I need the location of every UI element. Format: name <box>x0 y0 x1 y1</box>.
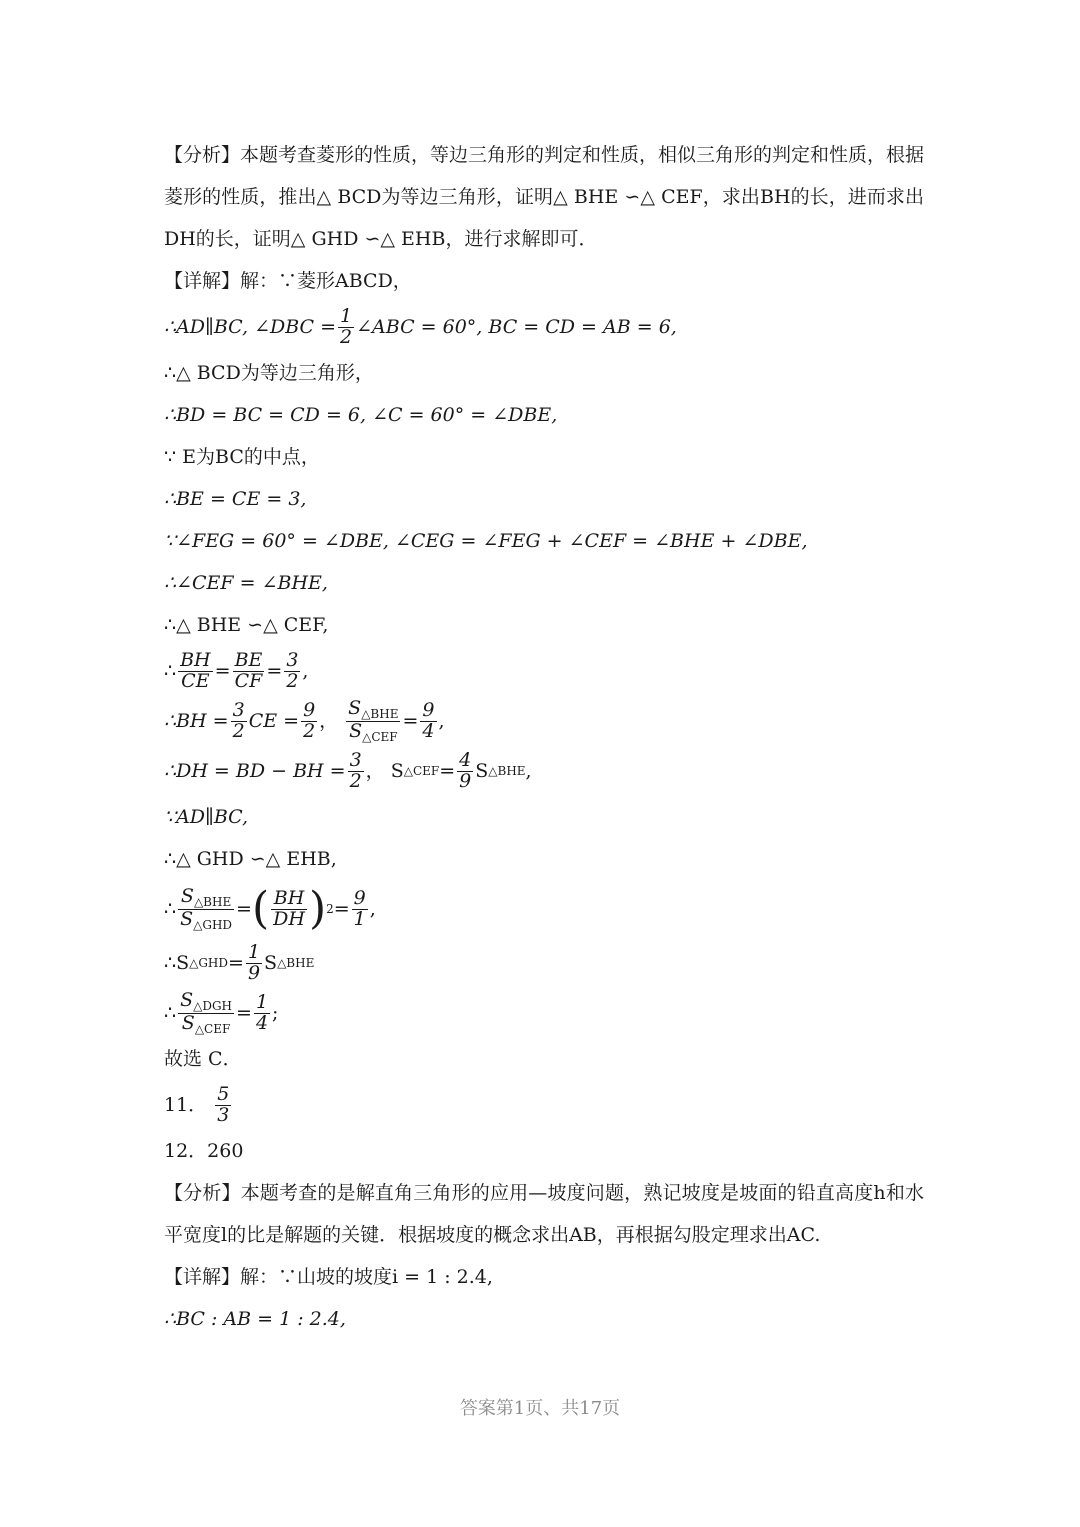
subscript: △GHD <box>189 956 229 970</box>
q10-line-12: ∵AD∥BC, <box>164 806 249 828</box>
fraction: $\frac{S_{\triangle BHE}}{S_{\triangle GHD}}$ <box>180 884 233 932</box>
therefore-sign: ∴ <box>164 1002 177 1024</box>
math-text: ∴BH = <box>164 710 229 732</box>
q10-line-7: ∴∠CEF = ∠BHE, <box>164 572 328 594</box>
fraction: $\frac{4}{9}$ <box>459 748 472 792</box>
punctuation: ， <box>319 710 339 732</box>
fraction: $\frac{3}{2}$ <box>349 748 362 792</box>
punctuation: , <box>525 760 532 782</box>
fraction: $\frac{9}{4}$ <box>422 698 435 742</box>
page-footer: 答案第1页、共17页 <box>459 1398 621 1419</box>
punctuation: , <box>438 710 445 732</box>
equals-sign: = <box>333 898 350 920</box>
q10-choice: 故选 C． <box>164 1048 242 1070</box>
fraction: $\frac{1}{2}$ <box>340 304 353 348</box>
subscript: △CEF <box>403 764 440 778</box>
punctuation: ， <box>365 760 385 782</box>
punctuation: , <box>369 898 376 920</box>
q10-line-2: ∴△ BCD为等边三角形， <box>164 362 374 384</box>
math-text: ∠ABC = 60°, BC = CD = AB = 6, <box>356 316 677 338</box>
math-text: ∴S <box>164 952 190 974</box>
equals-sign: = <box>236 898 252 920</box>
fraction: $\frac{S_{\triangle DGH}}{S_{\triangle CEF}}$ <box>180 988 233 1036</box>
math-text: ∴DH = BD − BH = <box>164 760 346 782</box>
q10-line-5: ∴BE = CE = 3, <box>164 488 307 510</box>
q10-line-1 <box>164 302 924 352</box>
q11-answer <box>164 1080 924 1130</box>
math-text: ∴AD∥BC, ∠DBC = <box>164 316 337 338</box>
fraction: $\frac{BH}{DH}$ <box>273 886 305 930</box>
q10-line-8: ∴△ BHE ∽△ CEF, <box>164 614 329 636</box>
q10-line-4: ∵ E为BC的中点， <box>164 446 320 468</box>
therefore-sign: ∴ <box>164 660 177 682</box>
q10-line-16 <box>164 988 924 1038</box>
fraction: $\frac{9}{2}$ <box>303 698 316 742</box>
math-text: CE = <box>248 710 300 732</box>
question-number: 11． <box>164 1094 208 1116</box>
right-paren: ) <box>308 883 327 934</box>
area-symbol: S <box>390 760 404 782</box>
fraction: $\frac{3}{2}$ <box>232 698 245 742</box>
equals-sign: = <box>439 760 456 782</box>
q10-line-14 <box>164 880 924 938</box>
therefore-sign: ∴ <box>164 898 177 920</box>
q10-detail-head: 【详解】解：∵菱形ABCD， <box>164 270 412 292</box>
q10-line-11 <box>164 746 924 796</box>
q12-answer: 12．260 <box>164 1140 244 1162</box>
q10-line-15 <box>164 938 924 988</box>
q12-analysis: 【分析】本题考查的是解直角三角形的应用—坡度问题，熟记坡度是坡面的铅直高度h和水平宽度l的比是解题的关键．根据坡度的概念求出AB，再根据勾股定理求出AC. <box>164 1182 924 1246</box>
q10-line-9 <box>164 646 924 696</box>
left-paren: ( <box>251 883 270 934</box>
fraction: $\frac{BE}{CF}$ <box>234 648 263 692</box>
q10-analysis: 【分析】本题考查菱形的性质，等边三角形的判定和性质，相似三角形的判定和性质，根据菱形的性质，推出△ BCD为等边三角形，证明△ BHE ∽△ CEF，求出BH的长，进而求出DH的长，证明△ GHD ∽△ EHB，进行求解即可． <box>164 144 925 250</box>
q10-line-10 <box>164 696 924 746</box>
equals-sign: = <box>266 660 283 682</box>
equals-sign: = <box>402 710 419 732</box>
area-symbol: S <box>475 760 489 782</box>
equals-sign: = <box>214 660 231 682</box>
q10-line-6: ∵∠FEG = 60° = ∠DBE, ∠CEG = ∠FEG + ∠CEF = ∠BHE + ∠DBE, <box>164 530 808 552</box>
fraction: $\frac{3}{2}$ <box>286 648 299 692</box>
exponent: 2 <box>326 902 334 916</box>
punctuation: , <box>302 660 309 682</box>
fraction: $\frac{5}{3}$ <box>217 1082 230 1126</box>
area-symbol: S <box>264 952 278 974</box>
q12-detail: 【详解】解：∵山坡的坡度i = 1 : 2.4, <box>164 1266 493 1288</box>
subscript: △BHE <box>277 956 315 970</box>
fraction: $\frac{1}{9}$ <box>247 940 261 984</box>
fraction: $\frac{9}{1}$ <box>353 886 366 930</box>
subscript: △BHE <box>488 764 526 778</box>
equals-sign: = <box>236 1002 252 1024</box>
q10-line-13: ∴△ GHD ∽△ EHB, <box>164 848 337 870</box>
page-content <box>164 134 924 1340</box>
punctuation: ; <box>272 1002 279 1024</box>
fraction: $\frac{1}{4}$ <box>255 990 269 1034</box>
equals-sign: = <box>228 952 244 974</box>
fraction: $\frac{BH}{CE}$ <box>180 648 211 692</box>
q12-last-line: ∴BC : AB = 1 : 2.4, <box>164 1308 346 1330</box>
q10-line-3: ∴BD = BC = CD = 6, ∠C = 60° = ∠DBE, <box>164 404 558 426</box>
fraction: $\frac{S_{\triangle BHE}}{S_{\triangle CEF}}$ <box>348 696 399 744</box>
